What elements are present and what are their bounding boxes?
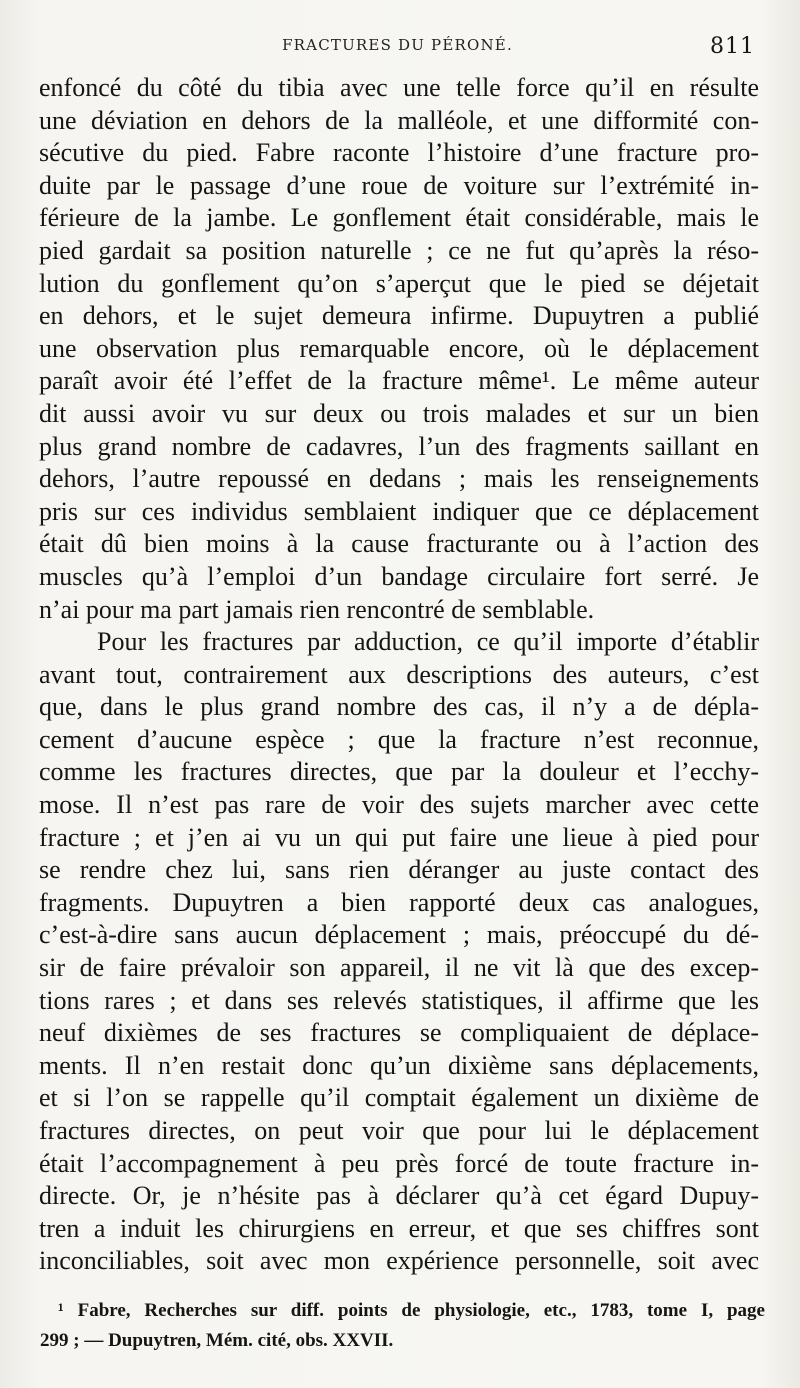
body-text bbox=[39, 72, 759, 1278]
footnotes bbox=[40, 1296, 765, 1356]
text-line: tions rares ; et dans ses relevés statistiques, il affirme que les bbox=[39, 985, 759, 1015]
footnote-line: ¹ Fabre, Recherches sur diff. points de physiologie, etc., 1783, tome I, page bbox=[58, 1300, 765, 1321]
running-title: FRACTURES DU PÉRONÉ. bbox=[282, 36, 513, 54]
text-line: fragments. Dupuytren a bien rapporté deux cas analogues, bbox=[39, 887, 759, 917]
text-line: tren a induit les chirurgiens en erreur, et que ses chiffres sont bbox=[39, 1213, 759, 1243]
text-line: que, dans le plus grand nombre des cas, il n’y a de dépla- bbox=[39, 692, 759, 722]
text-line: une observation plus remarquable encore, où le déplacement bbox=[39, 333, 759, 363]
text-line: ments. Il n’en restait donc qu’un dixième sans déplacements, bbox=[39, 1050, 759, 1080]
text-line: enfoncé du côté du tibia avec une telle force qu’il en résulte bbox=[39, 73, 759, 102]
text-line: se rendre chez lui, sans rien déranger au juste contact des bbox=[39, 855, 759, 885]
page-number: 811 bbox=[710, 34, 755, 59]
text-line: sécutive du pied. Fabre raconte l’histoire d’une fracture pro- bbox=[39, 138, 759, 168]
text-line: pied gardait sa position naturelle ; ce ne fut qu’après la réso- bbox=[39, 235, 759, 265]
text-line: sir de faire prévaloir son appareil, il ne vit là que des excep- bbox=[39, 953, 759, 983]
text-line: comme les fractures directes, que par la douleur et l’ecchy- bbox=[39, 757, 759, 787]
text-line: mose. Il n’est pas rare de voir des sujets marcher avec cette bbox=[39, 790, 759, 820]
text-line: dit aussi avoir vu sur deux ou trois malades et sur un bien bbox=[39, 398, 759, 428]
text-line: fracture ; et j’en ai vu un qui put faire une lieue à pied pour bbox=[39, 822, 759, 852]
text-line: en dehors, et le sujet demeura infirme. Dupuytren a publié bbox=[39, 301, 759, 331]
text-line: pris sur ces individus semblaient indiquer que ce déplacement bbox=[39, 496, 759, 526]
text-line: neuf dixièmes de ses fractures se compliquaient de déplace- bbox=[39, 1018, 759, 1048]
paragraph-start-line: Pour les fractures par adduction, ce qu’il importe d’établir bbox=[97, 627, 759, 657]
text-line: dehors, l’autre repoussé en dedans ; mais les renseignements bbox=[39, 464, 759, 494]
text-line: paraît avoir été l’effet de la fracture même¹. Le même auteur bbox=[39, 366, 759, 396]
text-line: fractures directes, on peut voir que pour lui le déplacement bbox=[39, 1116, 759, 1145]
text-line: cement d’aucune espèce ; que la fracture n’est reconnue, bbox=[39, 724, 759, 754]
text-line: duite par le passage d’une roue de voiture sur l’extrémité in- bbox=[39, 170, 759, 200]
text-line: plus grand nombre de cadavres, l’un des fragments saillant en bbox=[39, 431, 759, 461]
text-line: lution du gonflement qu’on s’aperçut que le pied se déjetait bbox=[39, 268, 759, 298]
text-line: avant tout, contrairement aux descriptions des auteurs, c’est bbox=[39, 659, 759, 689]
text-line: férieure de la jambe. Le gonflement était considérable, mais le bbox=[39, 203, 759, 233]
text-line: inconciliables, soit avec mon expérience personnelle, soit avec bbox=[39, 1246, 759, 1276]
text-line: c’est-à-dire sans aucun déplacement ; mais, préoccupé du dé- bbox=[39, 920, 759, 950]
text-line: était l’accompagnement à peu près forcé de toute fracture in- bbox=[39, 1148, 759, 1178]
text-line: et si l’on se rappelle qu’il comptait également un dixième de bbox=[39, 1083, 759, 1113]
footnote-line: 299 ; — Dupuytren, Mém. cité, obs. XXVII. bbox=[40, 1330, 394, 1351]
text-line: muscles qu’à l’emploi d’un bandage circulaire fort serré. Je bbox=[39, 561, 759, 591]
page-header bbox=[40, 34, 755, 64]
text-line: directe. Or, je n’hésite pas à déclarer qu’à cet égard Dupuy- bbox=[39, 1181, 759, 1211]
text-line: n’ai pour ma part jamais rien rencontré de semblable. bbox=[39, 594, 595, 624]
text-line: était dû bien moins à la cause fracturante ou à l’action des bbox=[39, 529, 759, 559]
text-line: une déviation en dehors de la malléole, et une difformité con- bbox=[39, 105, 759, 135]
